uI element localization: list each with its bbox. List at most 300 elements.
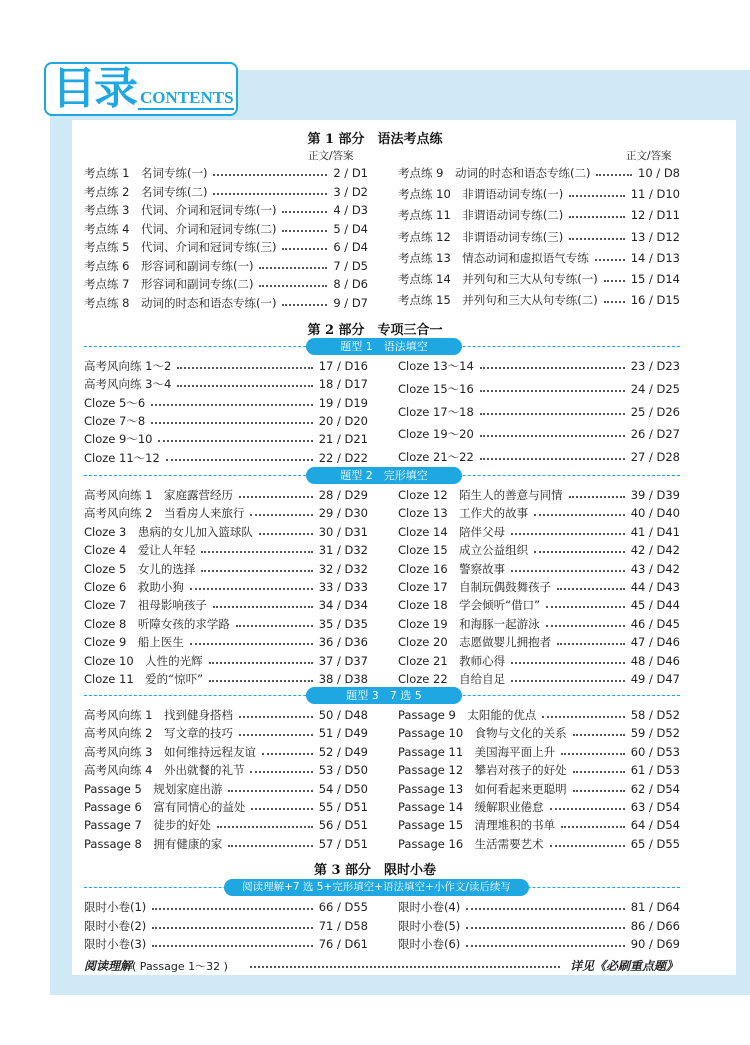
toc-entry[interactable]: [398, 578, 680, 596]
toc-entry[interactable]: [398, 486, 680, 504]
toc-entry-label: 高考风向练 3～4: [84, 377, 172, 392]
toc-entry-page: 81 / D64: [630, 900, 680, 914]
toc-entry[interactable]: [398, 917, 680, 935]
toc-entry[interactable]: [398, 743, 680, 761]
toc-entry-page: 49 / D47: [630, 672, 680, 686]
leader-dots: [152, 927, 312, 929]
toc-entry-label: Cloze 22 自给自足: [398, 672, 506, 686]
toc-entry[interactable]: [398, 706, 680, 724]
type2-pill: 题型 2 完形填空: [306, 467, 462, 484]
toc-entry[interactable]: [398, 504, 680, 522]
toc-entry-label: 限时小卷(1): [84, 900, 147, 914]
toc-entry-page: 33 / D33: [318, 580, 368, 594]
leader-dots: [190, 588, 313, 590]
toc-entry-page: 51 / D49: [318, 726, 368, 741]
toc-entry-page: 40 / D40: [630, 506, 680, 521]
leader-dots: [282, 211, 327, 213]
leader-dots: [190, 643, 313, 645]
toc-entry[interactable]: [398, 724, 680, 742]
toc-entry-page: 32 / D32: [318, 561, 368, 576]
toc-entry[interactable]: [398, 898, 680, 916]
leader-dots: [546, 606, 625, 608]
leader-dots: [259, 267, 327, 269]
toc-entry[interactable]: [84, 761, 368, 779]
toc-entry[interactable]: [84, 898, 368, 916]
toc-entry-label: Passage 9 太阳能的优点: [398, 708, 537, 722]
toc-entry-page: 56 / D51: [318, 818, 368, 833]
toc-entry-page: 42 / D42: [630, 543, 680, 558]
toc-entry-label: Cloze 14 陪伴父母: [398, 524, 506, 539]
toc-entry-label: Cloze 7～8: [84, 413, 146, 428]
toc-entry-label: 限时小卷(5): [398, 918, 461, 933]
bottom-band: [50, 975, 750, 995]
leader-dots: [158, 440, 312, 442]
toc-entry-page: 2 / D1: [333, 166, 368, 180]
toc-entry[interactable]: [84, 816, 368, 834]
toc-entry-page: 10 / D8: [638, 166, 680, 180]
toc-entry-label: 考点练 6 形容词和副词专练(一): [84, 258, 254, 273]
leader-dots: [480, 413, 625, 415]
toc-entry-label: Cloze 13 工作犬的故事: [398, 506, 529, 521]
toc-entry-label: Passage 8 拥有健康的家: [84, 836, 223, 851]
toc-entry[interactable]: [84, 238, 368, 256]
toc-entry[interactable]: [398, 780, 680, 798]
toc-entry-page: 52 / D49: [318, 744, 368, 759]
toc-entry-page: 64 / D54: [630, 818, 680, 833]
toc-entry-label: 考点练 11 非谓语动词专练(二): [398, 208, 564, 223]
toc-entry-page: 60 / D53: [630, 744, 680, 759]
toc-entry-page: 18 / D17: [318, 377, 368, 392]
leader-dots: [466, 945, 624, 947]
toc-entry[interactable]: [84, 164, 368, 182]
toc-entry[interactable]: [398, 615, 680, 633]
toc-entry-page: 58 / D52: [630, 708, 680, 722]
leader-dots: [177, 385, 312, 387]
toc-entry-page: 6 / D4: [333, 240, 368, 254]
toc-entry-label: Passage 16 生活需要艺术: [398, 836, 544, 851]
toc-entry-label: Passage 12 攀岩对孩子的好处: [398, 763, 567, 778]
toc-entry-label: 考点练 7 形容词和副词专练(二): [84, 277, 254, 291]
toc-entry[interactable]: [84, 615, 368, 633]
toc-entry-page: 76 / D61: [318, 937, 368, 952]
toc-entry-page: 7 / D5: [333, 258, 368, 273]
toc-entry-page: 13 / D12: [630, 229, 680, 244]
toc-entry[interactable]: [84, 835, 368, 853]
leader-dots: [604, 280, 625, 282]
toc-entry-page: 12 / D11: [630, 208, 680, 223]
toc-entry[interactable]: [84, 917, 368, 935]
toc-entry-label: 高考风向练 1 找到健身搭档: [84, 708, 233, 722]
leader-dots: [534, 551, 625, 553]
toc-entry[interactable]: [398, 835, 680, 853]
leader-dots: [152, 908, 312, 910]
toc-entry-page: 16 / D15: [630, 293, 680, 308]
toc-entry-label: Cloze 15～16: [398, 381, 474, 396]
toc-entry-label: Cloze 5～6: [84, 395, 146, 410]
toc-entry-label: 高考风向练 2 写文章的技巧: [84, 726, 233, 741]
toc-entry-label: 考点练 3 代词、介词和冠词专练(一): [84, 203, 277, 217]
toc-entry[interactable]: [398, 633, 680, 651]
toc-entry-page: 34 / D34: [318, 598, 368, 613]
toc-entry-label: 考点练 2 名词专练(二): [84, 184, 208, 199]
toc-entry-page: 30 / D31: [318, 524, 368, 539]
leader-dots: [480, 390, 625, 392]
leader-dots: [573, 790, 625, 792]
toc-entry[interactable]: [84, 412, 368, 430]
toc-entry-page: 44 / D43: [630, 580, 680, 594]
leader-dots: [511, 662, 625, 664]
toc-entry-label: 限时小卷(4): [398, 900, 461, 914]
toc-entry[interactable]: [84, 706, 368, 724]
leader-dots: [546, 625, 625, 627]
toc-entry[interactable]: [398, 798, 680, 816]
toc-entry[interactable]: [84, 183, 368, 201]
leader-dots: [480, 458, 625, 460]
part2-title: 第 2 部分 专项三合一: [307, 323, 443, 338]
toc-entry-page: 14 / D13: [630, 250, 680, 265]
toc-entry-label: 高考风向练 4 外出就餐的礼节: [84, 763, 245, 778]
leader-dots: [511, 533, 625, 535]
leader-dots: [259, 533, 313, 535]
leader-dots: [209, 662, 313, 664]
toc-entry[interactable]: [84, 449, 368, 467]
toc-entry-label: 考点练 9 动词的时态和语态专练(二): [398, 166, 591, 180]
toc-entry-page: 11 / D10: [630, 187, 680, 202]
leader-dots: [550, 845, 625, 847]
leader-dots: [534, 514, 625, 516]
leader-dots: [239, 734, 313, 736]
leader-dots: [151, 404, 313, 406]
toc-entry[interactable]: [398, 523, 680, 541]
toc-entry-label: 高考风向练 2 当看房人来旅行: [84, 506, 245, 521]
leader-dots: [511, 680, 625, 682]
toc-entry-page: 23 / D23: [630, 359, 680, 373]
right-band: [736, 70, 750, 995]
toc-entry-label: Cloze 19 和海豚一起游泳: [398, 616, 540, 631]
toc-entry[interactable]: [84, 578, 368, 596]
leader-dots: [177, 367, 312, 369]
toc-entry-page: 38 / D38: [318, 672, 368, 686]
toc-entry[interactable]: [84, 633, 368, 651]
toc-entry[interactable]: [84, 275, 368, 293]
toc-entry-page: 62 / D54: [630, 781, 680, 796]
toc-entry-label: Cloze 17 自制玩偶鼓舞孩子: [398, 580, 552, 594]
toc-entry-page: 71 / D58: [318, 918, 368, 933]
toc-entry-page: 50 / D48: [318, 708, 368, 722]
toc-entry-page: 25 / D26: [630, 404, 680, 419]
toc-entry-page: 90 / D69: [630, 937, 680, 952]
toc-entry-label: Cloze 3 患病的女儿加入篮球队: [84, 524, 253, 539]
toc-entry-label: 限时小卷(6): [398, 937, 461, 952]
leader-dots: [542, 716, 624, 718]
toc-entry-page: 15 / D14: [630, 272, 680, 286]
leader-dots: [282, 248, 327, 250]
toc-entry-label: 限时小卷(2): [84, 918, 147, 933]
toc-entry-label: Passage 5 规划家庭出游: [84, 781, 223, 796]
leader-dots: [573, 771, 625, 773]
toc-entry[interactable]: [84, 560, 368, 578]
toc-entry[interactable]: [398, 596, 680, 614]
toc-entry-label: 考点练 12 非谓语动词专练(三): [398, 229, 564, 244]
toc-entry-page: 37 / D37: [318, 653, 368, 668]
toc-entry[interactable]: [398, 425, 680, 443]
toc-entry-label: 考点练 8 动词的时态和语态专练(一): [84, 295, 277, 310]
toc-entry-label: Cloze 16 警察故事: [398, 561, 506, 576]
toc-entry[interactable]: [398, 541, 680, 559]
type3-pill: 题型 3 7 选 5: [306, 687, 462, 704]
leader-dots: [569, 195, 624, 197]
toc-entry-label: 考点练 4 代词、介词和冠词专练(二): [84, 221, 277, 236]
toc-entry-label: Cloze 18 学会倾听“借口”: [398, 598, 541, 613]
toc-entry-label: Cloze 9 船上医生: [84, 635, 184, 650]
toc-entry[interactable]: [84, 523, 368, 541]
toc-entry-page: 53 / D50: [318, 763, 368, 778]
toc-entry[interactable]: [84, 935, 368, 953]
leader-dots: [251, 808, 312, 810]
leader-dots: [466, 908, 624, 910]
toc-entry[interactable]: [398, 228, 680, 246]
leader-dots: [259, 285, 327, 287]
toc-entry-label: Cloze 6 救助小狗: [84, 580, 184, 594]
toc-entry[interactable]: [398, 270, 680, 288]
leader-dots: [480, 367, 625, 369]
page-subtitle: CONTENTS: [140, 88, 234, 107]
toc-entry-page: 19 / D19: [318, 395, 368, 410]
toc-entry-label: Cloze 21～22: [398, 450, 474, 465]
leader-dots: [569, 238, 624, 240]
toc-entry-page: 57 / D51: [318, 836, 368, 851]
leader-dots: [239, 496, 313, 498]
toc-entry-label: 考点练 14 并列句和三大从句专练(一): [398, 272, 598, 286]
column-header: 正文/答案: [626, 150, 672, 162]
toc-entry-page: 20 / D20: [318, 413, 368, 428]
toc-entry[interactable]: [398, 185, 680, 203]
toc-entry[interactable]: [84, 670, 368, 688]
toc-entry[interactable]: [398, 403, 680, 421]
leader-dots: [250, 514, 312, 516]
toc-entry[interactable]: [398, 560, 680, 578]
part3-title: 第 3 部分 限时小卷: [313, 863, 437, 878]
toc-entry-label: Cloze 8 听障女孩的求学路: [84, 616, 230, 631]
toc-entry[interactable]: [84, 486, 368, 504]
toc-entry-label: Cloze 13～14: [398, 359, 474, 373]
toc-entry-page: 54 / D50: [318, 781, 368, 796]
leader-dots: [209, 680, 313, 682]
toc-entry[interactable]: [84, 394, 368, 412]
toc-entry-label: Cloze 12 陌生人的善意与同情: [398, 488, 563, 502]
leader-dots: [239, 716, 313, 718]
toc-entry-page: 3 / D2: [333, 184, 368, 199]
toc-entry-label: Passage 14 缓解职业倦怠: [398, 800, 544, 814]
toc-entry[interactable]: [398, 935, 680, 953]
toc-entry-label: Passage 11 美国海平面上升: [398, 744, 556, 759]
toc-entry-page: 28 / D29: [318, 488, 368, 502]
leader-dots: [201, 570, 312, 572]
leader-dots: [561, 826, 625, 828]
toc-entry-label: 考点练 15 并列句和三大从句专练(二): [398, 293, 598, 308]
part3-pill: 阅读理解+7 选 5+完形填空+语法填空+小作文/读后续写: [224, 879, 529, 896]
leader-dots: [236, 625, 313, 627]
toc-entry-page: 48 / D46: [630, 653, 680, 668]
toc-entry-page: 35 / D35: [318, 616, 368, 631]
leader-dots: [550, 808, 625, 810]
toc-entry[interactable]: [84, 596, 368, 614]
leader-dots: [250, 771, 312, 773]
leader-dots: [166, 459, 313, 461]
part1-title: 第 1 部分 语法考点练: [307, 132, 443, 147]
toc-entry[interactable]: [84, 504, 368, 522]
leader-dots: [511, 570, 625, 572]
toc-entry[interactable]: [398, 670, 680, 688]
toc-entry-page: 22 / D22: [318, 450, 368, 465]
toc-entry-label: Passage 7 徒步的好处: [84, 818, 211, 833]
toc-entry-label: 限时小卷(3): [84, 937, 147, 952]
footer-left-en: ( Passage 1～32 ): [132, 960, 228, 973]
toc-entry-label: Cloze 20 志愿做婴儿拥抱者: [398, 635, 552, 650]
toc-entry[interactable]: [398, 380, 680, 398]
toc-entry[interactable]: [84, 541, 368, 559]
toc-entry[interactable]: [398, 249, 680, 267]
toc-entry-page: 24 / D25: [630, 381, 680, 396]
toc-entry-page: 61 / D53: [630, 763, 680, 778]
leader-dots: [569, 496, 625, 498]
toc-entry-page: 21 / D21: [318, 432, 368, 447]
toc-entry-page: 65 / D55: [630, 836, 680, 851]
leader-dots: [557, 588, 625, 590]
type1-pill: 题型 1 语法填空: [306, 338, 462, 355]
toc-entry-label: Cloze 21 教师心得: [398, 653, 506, 668]
toc-entry-page: 8 / D6: [333, 277, 368, 291]
toc-entry-page: 43 / D42: [630, 561, 680, 576]
leader-dots: [217, 826, 313, 828]
toc-entry-label: Cloze 5 女儿的选择: [84, 561, 196, 576]
toc-entry-page: 4 / D3: [333, 203, 368, 217]
leader-dots: [480, 435, 625, 437]
toc-entry-label: Cloze 4 爱让人年轻: [84, 543, 196, 558]
leader-dots: [152, 945, 312, 947]
leader-dots: [228, 845, 312, 847]
toc-entry-page: 47 / D46: [630, 635, 680, 650]
toc-entry[interactable]: [84, 357, 368, 375]
toc-entry-page: 86 / D66: [630, 918, 680, 933]
leader-dots: [596, 174, 632, 176]
toc-entry-label: Passage 15 清理堆积的书单: [398, 818, 556, 833]
leader-dots: [557, 643, 625, 645]
toc-entry-label: Passage 10 食物与文化的关系: [398, 726, 567, 741]
toc-entry-page: 55 / D51: [318, 800, 368, 814]
footer-left-cn: 阅读理解: [84, 959, 133, 973]
toc-entry-label: 高考风向练 1～2: [84, 359, 172, 373]
toc-entry-label: Cloze 11～12: [84, 450, 160, 465]
toc-entry-label: Cloze 15 成立公益组织: [398, 543, 529, 558]
toc-entry-label: Cloze 10 人性的光辉: [84, 653, 203, 668]
leader-dots: [282, 304, 327, 306]
toc-entry-page: 41 / D41: [630, 524, 680, 539]
leader-dots: [282, 230, 327, 232]
toc-entry[interactable]: [84, 743, 368, 761]
toc-entry-label: 高考风向练 3 如何维持远程友谊: [84, 744, 256, 759]
leader-dots: [213, 193, 327, 195]
toc-entry-page: 46 / D45: [630, 616, 680, 631]
toc-entry[interactable]: [84, 201, 368, 219]
toc-entry-page: 5 / D4: [333, 221, 368, 236]
toc-entry-label: 高考风向练 1 家庭露营经历: [84, 488, 233, 502]
toc-entry-label: 考点练 13 情态动词和虚拟语气专练: [398, 250, 589, 265]
toc-entry-label: 考点练 10 非谓语动词专练(一): [398, 187, 564, 202]
toc-entry-page: 29 / D30: [318, 506, 368, 521]
toc-entry-page: 63 / D54: [630, 800, 680, 814]
toc-entry-page: 45 / D44: [630, 598, 680, 613]
toc-entry[interactable]: [84, 724, 368, 742]
leader-dots: [595, 259, 625, 261]
toc-entry-page: 27 / D28: [630, 450, 680, 465]
toc-entry-page: 17 / D16: [318, 359, 368, 373]
toc-entry[interactable]: [398, 291, 680, 309]
toc-entry-page: 36 / D36: [318, 635, 368, 650]
leader-dots: [201, 551, 312, 553]
toc-entry-label: Cloze 11 爱的“惊吓”: [84, 672, 204, 686]
toc-entry-page: 66 / D55: [318, 900, 368, 914]
leader-dots: [228, 790, 312, 792]
toc-entry-label: Cloze 17～18: [398, 404, 474, 419]
toc-entry[interactable]: [84, 220, 368, 238]
footer-left: [84, 957, 228, 974]
leader-dots: [561, 753, 625, 755]
toc-entry[interactable]: [398, 816, 680, 834]
toc-entry[interactable]: [398, 761, 680, 779]
toc-entry-label: 考点练 1 名词专练(一): [84, 166, 208, 180]
page-title: 目录: [52, 63, 136, 114]
leader-dots: [573, 734, 625, 736]
toc-entry[interactable]: [84, 430, 368, 448]
leader-dots: [213, 606, 313, 608]
footer-right: 详见《必刷重点题》: [569, 959, 678, 973]
toc-entry-label: Cloze 9～10: [84, 432, 153, 447]
toc-entry-label: Passage 13 如何看起来更聪明: [398, 781, 567, 796]
leader-dots: [466, 927, 624, 929]
toc-entry-page: 59 / D52: [630, 726, 680, 741]
toc-entry-label: Passage 6 富有同情心的益处: [84, 800, 246, 814]
toc-entry-label: Cloze 7 祖母影响孩子: [84, 598, 207, 613]
leader-dots: [151, 422, 313, 424]
leader-dots: [262, 753, 313, 755]
subtitle-underline: [138, 108, 234, 110]
toc-entry[interactable]: [84, 294, 368, 312]
toc-entry[interactable]: [398, 448, 680, 466]
toc-entry[interactable]: [398, 164, 680, 182]
toc-entry-label: 考点练 5 代词、介词和冠词专练(三): [84, 240, 277, 254]
footer-leader-dots: [250, 966, 560, 968]
column-header: 正文/答案: [308, 150, 354, 162]
toc-entry[interactable]: [84, 375, 368, 393]
toc-entry[interactable]: [84, 257, 368, 275]
toc-entry-page: 39 / D39: [630, 488, 680, 502]
toc-entry[interactable]: [84, 652, 368, 670]
leader-dots: [569, 216, 624, 218]
toc-entry[interactable]: [398, 357, 680, 375]
leader-dots: [213, 174, 327, 176]
toc-entry[interactable]: [398, 652, 680, 670]
toc-entry-page: 9 / D7: [333, 295, 368, 310]
toc-entry[interactable]: [84, 798, 368, 816]
toc-entry-page: 26 / D27: [630, 427, 680, 442]
leader-dots: [604, 301, 625, 303]
toc-entry[interactable]: [84, 780, 368, 798]
toc-entry-page: 31 / D32: [318, 543, 368, 558]
left-band: [50, 70, 72, 995]
toc-entry-label: Cloze 19～20: [398, 427, 474, 442]
toc-entry[interactable]: [398, 206, 680, 224]
